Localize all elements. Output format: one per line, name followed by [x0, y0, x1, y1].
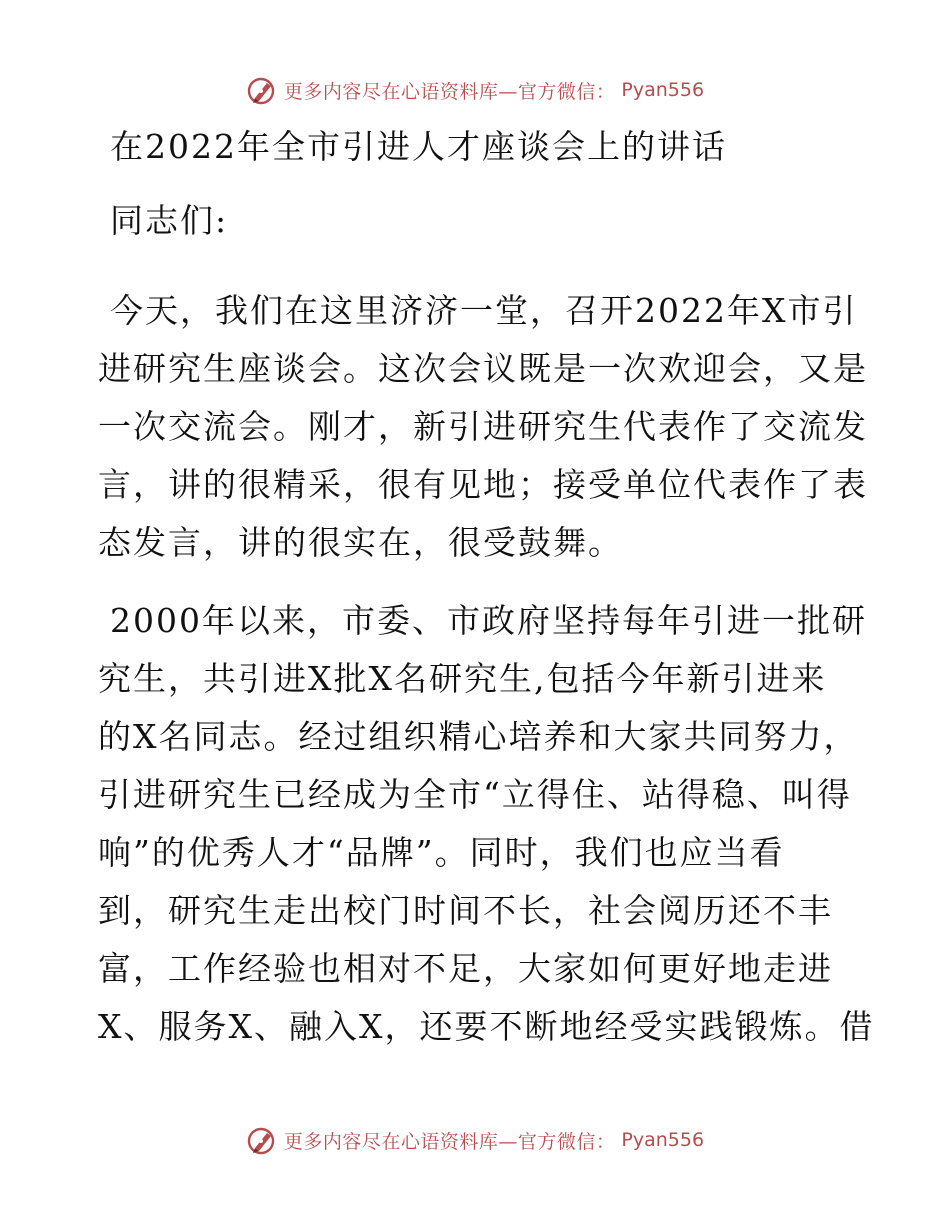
text-line: 到，研究生走出校门时间不长，社会阅历还不丰 — [98, 891, 833, 930]
paragraph-2 — [98, 592, 875, 1056]
watermark-text: 更多内容尽在心语资料库—官方微信： — [283, 1130, 616, 1153]
text-line: 今天，我们在这里济济一堂，召开2022年X市引 — [110, 291, 858, 330]
watermark-text: 更多内容尽在心语资料库—官方微信： — [283, 80, 616, 103]
text-line: 响”的优秀人才“品牌”。同时，我们也应当看 — [98, 833, 785, 872]
document-title: 在2022年全市引进人才座谈会上的讲话 — [110, 127, 727, 166]
paragraph-1 — [98, 282, 868, 572]
watermark-wechat-id: Pyan556 — [621, 1129, 705, 1151]
watermark-footer — [0, 1120, 950, 1160]
text-line: 一次交流会。刚才，新引进研究生代表作了交流发 — [98, 407, 868, 446]
pen-logo-icon — [246, 74, 278, 106]
watermark-wechat-id: Pyan556 — [621, 79, 705, 101]
watermark-header — [0, 70, 950, 110]
text-line: 2000年以来，市委、市政府坚持每年引进一批研 — [110, 601, 867, 640]
document-body — [98, 118, 875, 1056]
text-line: 的X名同志。经过组织精心培养和大家共同努力， — [98, 717, 859, 756]
pen-logo-icon — [246, 1124, 278, 1156]
text-line: 进研究生座谈会。这次会议既是一次欢迎会，又是 — [98, 349, 868, 388]
text-line: 态发言，讲的很实在，很受鼓舞。 — [98, 523, 623, 562]
text-line: 富，工作经验也相对不足，大家如何更好地走进 — [98, 949, 833, 988]
text-line: 言，讲的很精采，很有见地；接受单位代表作了表 — [98, 465, 868, 504]
text-line: 引进研究生已经成为全市“立得住、站得稳、叫得 — [98, 775, 852, 814]
greeting: 同志们: — [110, 201, 229, 240]
text-line: 究生，共引进X批X名研究生,包括今年新引进来 — [98, 659, 827, 698]
text-line: X、服务X、融入X，还要不断地经受实践锻炼。借 — [98, 1007, 875, 1046]
